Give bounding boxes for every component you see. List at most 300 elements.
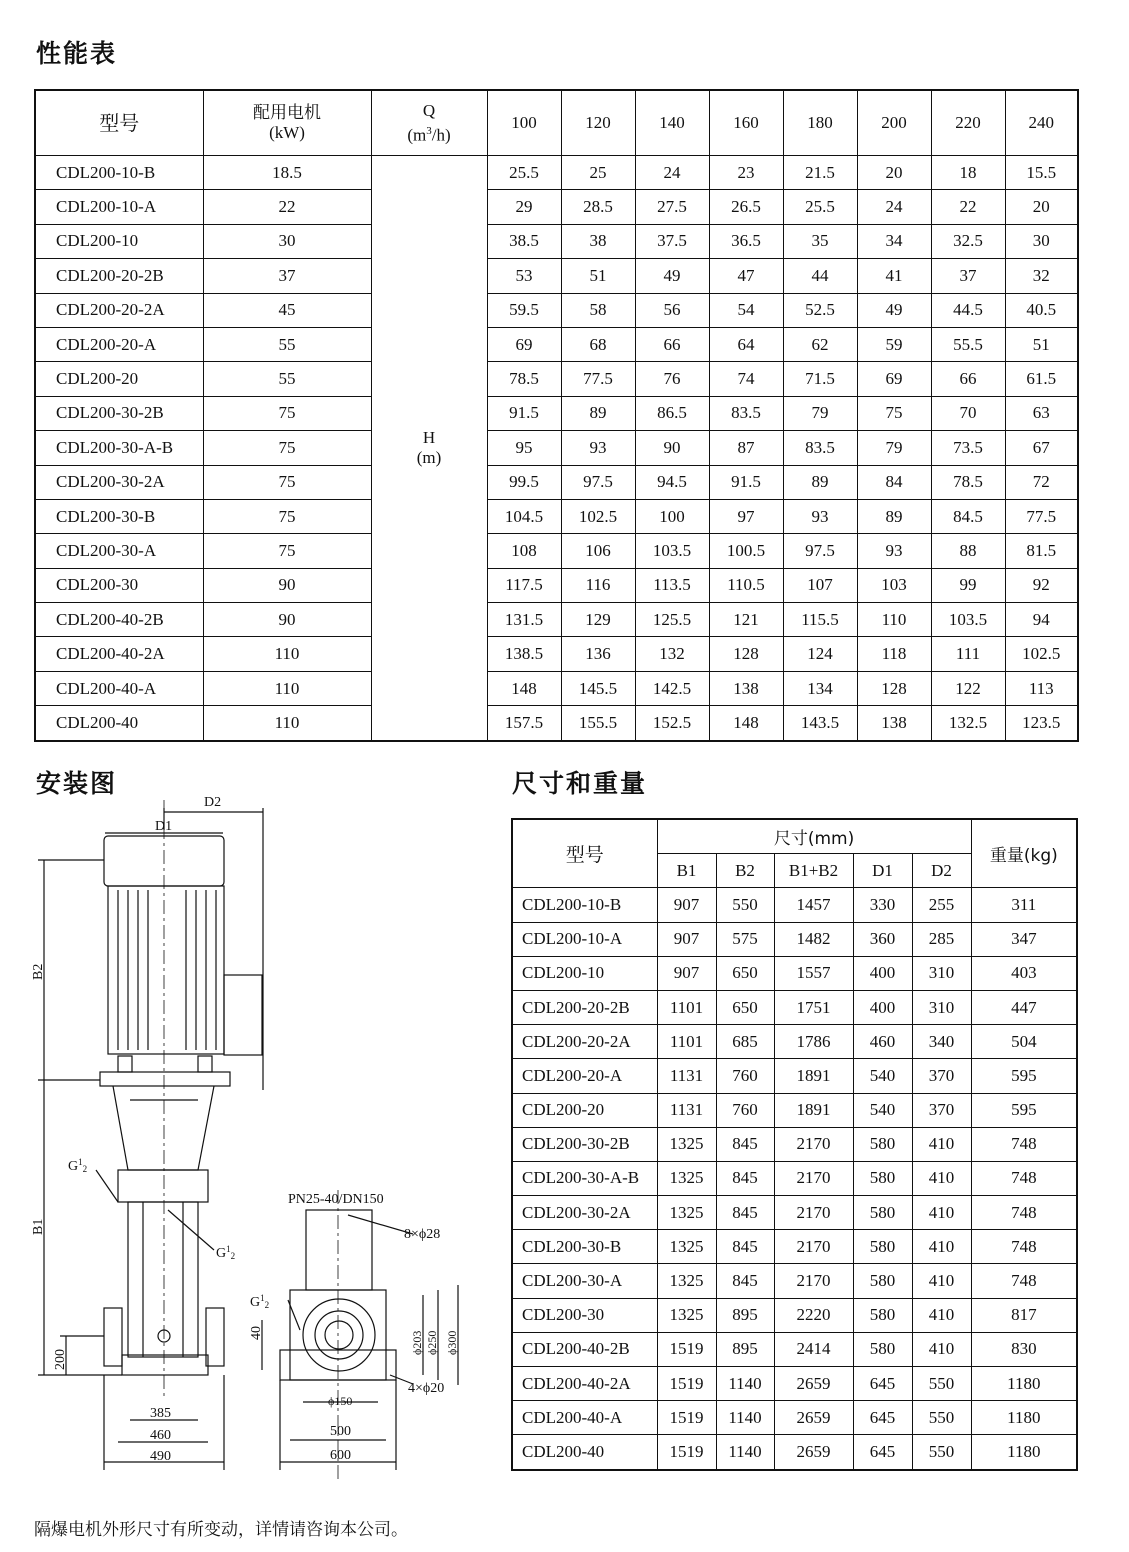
head-value-cell: 37.5 bbox=[635, 224, 709, 258]
weight-cell: 403 bbox=[971, 956, 1077, 990]
kw-cell: 75 bbox=[203, 534, 371, 568]
dimension-cell: 360 bbox=[853, 922, 912, 956]
head-value-cell: 38 bbox=[561, 224, 635, 258]
dimension-cell: 1325 bbox=[657, 1230, 716, 1264]
head-value-cell: 79 bbox=[857, 431, 931, 465]
head-value-cell: 44 bbox=[783, 259, 857, 293]
head-value-cell: 40.5 bbox=[1005, 293, 1078, 327]
head-value-cell: 78.5 bbox=[487, 362, 561, 396]
model-cell: CDL200-30-A-B bbox=[35, 431, 203, 465]
head-value-cell: 92 bbox=[1005, 568, 1078, 602]
head-value-cell: 145.5 bbox=[561, 671, 635, 705]
head-value-cell: 136 bbox=[561, 637, 635, 671]
dimension-cell: 1457 bbox=[774, 888, 853, 922]
head-value-cell: 131.5 bbox=[487, 603, 561, 637]
head-value-cell: 74 bbox=[709, 362, 783, 396]
table-row bbox=[512, 990, 1077, 1024]
model-cell: CDL200-30-2A bbox=[512, 1196, 657, 1230]
model-cell: CDL200-30-2B bbox=[512, 1127, 657, 1161]
d1-col-header: D1 bbox=[853, 854, 912, 888]
model-cell: CDL200-20-2A bbox=[35, 293, 203, 327]
model-cell: CDL200-20-A bbox=[35, 327, 203, 361]
weight-cell: 1180 bbox=[971, 1435, 1077, 1470]
head-value-cell: 21.5 bbox=[783, 156, 857, 190]
model-cell: CDL200-40-A bbox=[512, 1401, 657, 1435]
dimension-cell: 1101 bbox=[657, 1025, 716, 1059]
head-value-cell: 104.5 bbox=[487, 499, 561, 533]
table-row bbox=[35, 431, 1078, 465]
head-value-cell: 35 bbox=[783, 224, 857, 258]
flow-col-header: 100 bbox=[487, 90, 561, 156]
table-row bbox=[512, 1161, 1077, 1195]
pump-head bbox=[118, 1170, 208, 1202]
weight-cell: 748 bbox=[971, 1230, 1077, 1264]
weight-cell: 830 bbox=[971, 1332, 1077, 1366]
head-value-cell: 89 bbox=[561, 396, 635, 430]
model-cell: CDL200-30-A bbox=[512, 1264, 657, 1298]
table-row bbox=[512, 1127, 1077, 1161]
b2-col-header: B2 bbox=[716, 854, 774, 888]
dimensions-title: 尺寸和重量 bbox=[512, 769, 648, 798]
head-value-cell: 106 bbox=[561, 534, 635, 568]
head-value-cell: 77.5 bbox=[561, 362, 635, 396]
dim-model-header: 型号 bbox=[512, 819, 657, 888]
table-row bbox=[512, 1264, 1077, 1298]
b2-label: B2 bbox=[31, 963, 46, 980]
head-value-cell: 29 bbox=[487, 190, 561, 224]
dimension-cell: 645 bbox=[853, 1401, 912, 1435]
head-value-cell: 41 bbox=[857, 259, 931, 293]
dimension-cell: 2414 bbox=[774, 1332, 853, 1366]
head-value-cell: 18 bbox=[931, 156, 1005, 190]
model-cell: CDL200-10 bbox=[512, 956, 657, 990]
model-cell: CDL200-20 bbox=[512, 1093, 657, 1127]
head-value-cell: 117.5 bbox=[487, 568, 561, 602]
table-row bbox=[512, 1025, 1077, 1059]
flow-col-header: 140 bbox=[635, 90, 709, 156]
terminal-box bbox=[224, 975, 262, 1055]
flow-col-header: 240 bbox=[1005, 90, 1078, 156]
head-value-cell: 113 bbox=[1005, 671, 1078, 705]
head-value-cell: 66 bbox=[931, 362, 1005, 396]
head-value-cell: 93 bbox=[561, 431, 635, 465]
dimension-cell: 410 bbox=[912, 1161, 971, 1195]
table-row bbox=[35, 327, 1078, 361]
table-row bbox=[35, 224, 1078, 258]
bolt-base-label: 4×ϕ20 bbox=[408, 1381, 445, 1396]
dimension-cell: 410 bbox=[912, 1196, 971, 1230]
kw-cell: 45 bbox=[203, 293, 371, 327]
head-value-cell: 103 bbox=[857, 568, 931, 602]
table-row bbox=[35, 293, 1078, 327]
model-cell: CDL200-30 bbox=[512, 1298, 657, 1332]
dimension-cell: 550 bbox=[912, 1367, 971, 1401]
kw-cell: 18.5 bbox=[203, 156, 371, 190]
weight-header: 重量(kg) bbox=[971, 819, 1077, 888]
model-cell: CDL200-10 bbox=[35, 224, 203, 258]
dimension-cell: 580 bbox=[853, 1230, 912, 1264]
head-value-cell: 69 bbox=[487, 327, 561, 361]
dimension-cell: 1751 bbox=[774, 990, 853, 1024]
head-value-cell: 100.5 bbox=[709, 534, 783, 568]
head-value-cell: 91.5 bbox=[487, 396, 561, 430]
table-row bbox=[512, 1401, 1077, 1435]
flow-header bbox=[371, 90, 487, 156]
dimension-cell: 2659 bbox=[774, 1435, 853, 1470]
head-value-cell: 148 bbox=[709, 706, 783, 741]
kw-cell: 22 bbox=[203, 190, 371, 224]
model-cell: CDL200-30 bbox=[35, 568, 203, 602]
g-label-side: $G^1_2$ bbox=[250, 1293, 270, 1310]
dimension-cell: 410 bbox=[912, 1127, 971, 1161]
head-value-cell: 22 bbox=[931, 190, 1005, 224]
head-value-cell: 49 bbox=[857, 293, 931, 327]
dimension-cell: 580 bbox=[853, 1127, 912, 1161]
table-row bbox=[35, 637, 1078, 671]
model-cell: CDL200-40-2A bbox=[512, 1367, 657, 1401]
dimension-cell: 410 bbox=[912, 1264, 971, 1298]
head-value-cell: 81.5 bbox=[1005, 534, 1078, 568]
footnote: 隔爆电机外形尺寸有所变动，详情请咨询本公司。 bbox=[34, 1520, 408, 1540]
head-value-cell: 75 bbox=[857, 396, 931, 430]
discharge-flange bbox=[206, 1308, 224, 1366]
head-value-cell: 47 bbox=[709, 259, 783, 293]
head-value-cell: 87 bbox=[709, 431, 783, 465]
head-value-cell: 69 bbox=[857, 362, 931, 396]
table-row bbox=[35, 156, 1078, 190]
weight-cell: 311 bbox=[971, 888, 1077, 922]
dimension-cell: 575 bbox=[716, 922, 774, 956]
phi300-label: ϕ300 bbox=[445, 1330, 459, 1355]
weight-cell: 1180 bbox=[971, 1401, 1077, 1435]
dimension-cell: 370 bbox=[912, 1059, 971, 1093]
dimension-cell: 907 bbox=[657, 956, 716, 990]
table-row bbox=[512, 1332, 1077, 1366]
dimension-cell: 2659 bbox=[774, 1401, 853, 1435]
dimension-cell: 540 bbox=[853, 1059, 912, 1093]
head-value-cell: 125.5 bbox=[635, 603, 709, 637]
head-value-cell: 25.5 bbox=[783, 190, 857, 224]
side-pipe bbox=[306, 1210, 372, 1290]
flow-col-header: 120 bbox=[561, 90, 635, 156]
g-leader-right bbox=[168, 1210, 214, 1250]
dim-490-label: 490 bbox=[150, 1449, 171, 1464]
head-value-cell: 30 bbox=[1005, 224, 1078, 258]
head-value-cell: 122 bbox=[931, 671, 1005, 705]
head-value-cell: 97.5 bbox=[561, 465, 635, 499]
dim-40-label: 40 bbox=[249, 1326, 264, 1340]
kw-cell: 37 bbox=[203, 259, 371, 293]
head-value-cell: 128 bbox=[857, 671, 931, 705]
model-cell: CDL200-40 bbox=[35, 706, 203, 741]
head-value-cell: 138 bbox=[857, 706, 931, 741]
head-value-cell: 27.5 bbox=[635, 190, 709, 224]
phi203-label: ϕ203 bbox=[410, 1330, 424, 1355]
suction-flange bbox=[104, 1308, 122, 1366]
head-value-cell: 157.5 bbox=[487, 706, 561, 741]
weight-cell: 595 bbox=[971, 1059, 1077, 1093]
model-cell: CDL200-20-A bbox=[512, 1059, 657, 1093]
head-value-cell: 138.5 bbox=[487, 637, 561, 671]
kw-cell: 30 bbox=[203, 224, 371, 258]
table-row bbox=[35, 568, 1078, 602]
dimension-cell: 410 bbox=[912, 1332, 971, 1366]
g-leader-left bbox=[96, 1170, 118, 1202]
head-value-cell: 58 bbox=[561, 293, 635, 327]
weight-cell: 1180 bbox=[971, 1367, 1077, 1401]
model-cell: CDL200-40-2A bbox=[35, 637, 203, 671]
head-value-cell: 52.5 bbox=[783, 293, 857, 327]
head-value-cell: 72 bbox=[1005, 465, 1078, 499]
head-value-cell: 20 bbox=[857, 156, 931, 190]
head-value-cell: 142.5 bbox=[635, 671, 709, 705]
weight-cell: 748 bbox=[971, 1161, 1077, 1195]
installation-diagram bbox=[18, 790, 488, 1480]
dimension-cell: 1101 bbox=[657, 990, 716, 1024]
dimension-cell: 1140 bbox=[716, 1435, 774, 1470]
head-label: H bbox=[422, 427, 436, 447]
head-value-cell: 73.5 bbox=[931, 431, 1005, 465]
dimension-cell: 340 bbox=[912, 1025, 971, 1059]
head-value-cell: 124 bbox=[783, 637, 857, 671]
table-row bbox=[35, 671, 1078, 705]
table-row bbox=[512, 956, 1077, 990]
dimension-cell: 650 bbox=[716, 956, 774, 990]
side-flange-inner bbox=[315, 1311, 363, 1359]
model-cell: CDL200-20-2A bbox=[512, 1025, 657, 1059]
motor-header-unit: (kW) bbox=[269, 123, 305, 142]
dimensions-header-row bbox=[512, 819, 1077, 854]
weight-cell: 347 bbox=[971, 922, 1077, 956]
table-row bbox=[512, 1298, 1077, 1332]
model-cell: CDL200-40 bbox=[512, 1435, 657, 1470]
kw-cell: 110 bbox=[203, 706, 371, 741]
head-value-cell: 115.5 bbox=[783, 603, 857, 637]
head-value-cell: 155.5 bbox=[561, 706, 635, 741]
pump-barrel bbox=[128, 1202, 198, 1357]
head-value-cell: 59.5 bbox=[487, 293, 561, 327]
flow-col-header: 220 bbox=[931, 90, 1005, 156]
head-value-cell: 138 bbox=[709, 671, 783, 705]
head-unit: (m) bbox=[416, 447, 442, 467]
dimension-cell: 550 bbox=[912, 1401, 971, 1435]
table-row bbox=[35, 603, 1078, 637]
table-row bbox=[512, 1230, 1077, 1264]
flow-unit-part: /h) bbox=[431, 125, 451, 145]
model-cell: CDL200-20-2B bbox=[512, 990, 657, 1024]
dimension-cell: 1131 bbox=[657, 1093, 716, 1127]
performance-header-row bbox=[35, 90, 1078, 156]
motor-header bbox=[203, 90, 371, 156]
head-value-cell: 102.5 bbox=[1005, 637, 1078, 671]
head-value-cell: 121 bbox=[709, 603, 783, 637]
head-value-cell: 89 bbox=[783, 465, 857, 499]
dimension-cell: 2659 bbox=[774, 1367, 853, 1401]
weight-cell: 504 bbox=[971, 1025, 1077, 1059]
dimension-cell: 2220 bbox=[774, 1298, 853, 1332]
dimension-cell: 410 bbox=[912, 1298, 971, 1332]
head-value-cell: 38.5 bbox=[487, 224, 561, 258]
head-value-cell: 51 bbox=[561, 259, 635, 293]
g-label-left: $G^1_2$ bbox=[68, 1157, 88, 1174]
head-value-cell: 123.5 bbox=[1005, 706, 1078, 741]
table-row bbox=[35, 362, 1078, 396]
model-cell: CDL200-10-B bbox=[35, 156, 203, 190]
flow-header-unit bbox=[372, 121, 487, 146]
dimension-cell: 1325 bbox=[657, 1264, 716, 1298]
weight-cell: 748 bbox=[971, 1127, 1077, 1161]
model-cell: CDL200-30-B bbox=[512, 1230, 657, 1264]
dimension-cell: 2170 bbox=[774, 1196, 853, 1230]
motor-body bbox=[108, 886, 224, 1054]
head-value-cell: 93 bbox=[857, 534, 931, 568]
head-value-cell: 51 bbox=[1005, 327, 1078, 361]
dimension-cell: 1891 bbox=[774, 1059, 853, 1093]
head-value-cell: 66 bbox=[635, 327, 709, 361]
head-value-cell: 129 bbox=[561, 603, 635, 637]
kw-cell: 75 bbox=[203, 431, 371, 465]
head-value-cell: 118 bbox=[857, 637, 931, 671]
flow-col-header: 180 bbox=[783, 90, 857, 156]
head-value-cell: 24 bbox=[857, 190, 931, 224]
dim-500-label: 500 bbox=[330, 1424, 351, 1439]
dimension-cell: 310 bbox=[912, 956, 971, 990]
head-value-cell: 61.5 bbox=[1005, 362, 1078, 396]
table-row bbox=[512, 922, 1077, 956]
flow-unit-sup: 3 bbox=[426, 124, 432, 137]
head-value-cell: 55.5 bbox=[931, 327, 1005, 361]
dimension-cell: 845 bbox=[716, 1264, 774, 1298]
side-flange-outer bbox=[303, 1299, 375, 1371]
head-value-cell: 24 bbox=[635, 156, 709, 190]
dimension-cell: 845 bbox=[716, 1230, 774, 1264]
dimension-cell: 580 bbox=[853, 1196, 912, 1230]
d2-col-header: D2 bbox=[912, 854, 971, 888]
model-cell: CDL200-10-A bbox=[35, 190, 203, 224]
installation-title: 安装图 bbox=[36, 769, 118, 798]
head-value-cell: 70 bbox=[931, 396, 1005, 430]
head-value-cell: 78.5 bbox=[931, 465, 1005, 499]
dimension-cell: 550 bbox=[912, 1435, 971, 1470]
table-row bbox=[35, 534, 1078, 568]
head-value-cell: 116 bbox=[561, 568, 635, 602]
dimension-cell: 907 bbox=[657, 922, 716, 956]
head-value-cell: 53 bbox=[487, 259, 561, 293]
b1-label: B1 bbox=[31, 1218, 46, 1235]
kw-cell: 75 bbox=[203, 396, 371, 430]
weight-cell: 748 bbox=[971, 1196, 1077, 1230]
table-row bbox=[35, 396, 1078, 430]
dimension-cell: 1786 bbox=[774, 1025, 853, 1059]
dimension-cell: 895 bbox=[716, 1332, 774, 1366]
head-value-cell: 99 bbox=[931, 568, 1005, 602]
dimension-cell: 550 bbox=[716, 888, 774, 922]
table-row bbox=[512, 1059, 1077, 1093]
table-row bbox=[35, 499, 1078, 533]
dimension-cell: 645 bbox=[853, 1367, 912, 1401]
table-row bbox=[35, 465, 1078, 499]
weight-cell: 817 bbox=[971, 1298, 1077, 1332]
head-value-cell: 63 bbox=[1005, 396, 1078, 430]
dimension-cell: 845 bbox=[716, 1196, 774, 1230]
weight-cell: 748 bbox=[971, 1264, 1077, 1298]
model-cell: CDL200-10-A bbox=[512, 922, 657, 956]
model-cell: CDL200-40-A bbox=[35, 671, 203, 705]
head-value-cell: 93 bbox=[783, 499, 857, 533]
head-value-cell: 97 bbox=[709, 499, 783, 533]
dimension-cell: 1325 bbox=[657, 1127, 716, 1161]
dimension-cell: 540 bbox=[853, 1093, 912, 1127]
motor-header-label: 配用电机 bbox=[253, 103, 321, 123]
table-row bbox=[35, 190, 1078, 224]
motor-flange bbox=[100, 1072, 230, 1086]
head-value-cell: 59 bbox=[857, 327, 931, 361]
dimension-cell: 410 bbox=[912, 1230, 971, 1264]
head-value-cell: 77.5 bbox=[1005, 499, 1078, 533]
head-value-cell: 103.5 bbox=[635, 534, 709, 568]
dimension-cell: 310 bbox=[912, 990, 971, 1024]
head-value-cell: 64 bbox=[709, 327, 783, 361]
performance-title: 性能表 bbox=[36, 39, 118, 68]
kw-cell: 110 bbox=[203, 637, 371, 671]
dimension-cell: 330 bbox=[853, 888, 912, 922]
kw-cell: 90 bbox=[203, 568, 371, 602]
dimension-cell: 845 bbox=[716, 1161, 774, 1195]
model-cell: CDL200-30-2B bbox=[35, 396, 203, 430]
dimension-cell: 1325 bbox=[657, 1196, 716, 1230]
table-row bbox=[512, 1367, 1077, 1401]
dim-600-label: 600 bbox=[330, 1448, 351, 1463]
head-value-cell: 97.5 bbox=[783, 534, 857, 568]
dimension-cell: 645 bbox=[853, 1435, 912, 1470]
table-row bbox=[512, 1435, 1077, 1470]
head-value-cell: 32 bbox=[1005, 259, 1078, 293]
bracket bbox=[113, 1086, 214, 1170]
kw-cell: 110 bbox=[203, 671, 371, 705]
dimension-cell: 760 bbox=[716, 1059, 774, 1093]
d1-label: D1 bbox=[155, 819, 173, 834]
dimension-cell: 580 bbox=[853, 1332, 912, 1366]
dimension-cell: 2170 bbox=[774, 1264, 853, 1298]
head-value-cell: 143.5 bbox=[783, 706, 857, 741]
head-value-cell: 111 bbox=[931, 637, 1005, 671]
head-value-cell: 95 bbox=[487, 431, 561, 465]
b1b2-col-header: B1+B2 bbox=[774, 854, 853, 888]
flange-spec-label: PN25-40/DN150 bbox=[288, 1192, 384, 1207]
head-value-cell: 132.5 bbox=[931, 706, 1005, 741]
head-value-cell: 54 bbox=[709, 293, 783, 327]
g-label-right: $G^1_2$ bbox=[216, 1244, 236, 1261]
dimension-cell: 1482 bbox=[774, 922, 853, 956]
dimension-cell: 460 bbox=[853, 1025, 912, 1059]
head-value-cell: 23 bbox=[709, 156, 783, 190]
head-value-cell: 94 bbox=[1005, 603, 1078, 637]
dimension-cell: 400 bbox=[853, 990, 912, 1024]
head-value-cell: 15.5 bbox=[1005, 156, 1078, 190]
dimension-cell: 1891 bbox=[774, 1093, 853, 1127]
model-cell: CDL200-30-A-B bbox=[512, 1161, 657, 1195]
dimension-cell: 580 bbox=[853, 1161, 912, 1195]
head-value-cell: 110 bbox=[857, 603, 931, 637]
head-value-cell: 90 bbox=[635, 431, 709, 465]
head-value-cell: 134 bbox=[783, 671, 857, 705]
head-value-cell: 49 bbox=[635, 259, 709, 293]
bolt-top-label: 8×ϕ28 bbox=[404, 1227, 441, 1242]
dimension-cell: 2170 bbox=[774, 1161, 853, 1195]
d2-label: D2 bbox=[204, 795, 222, 810]
head-value-cell: 56 bbox=[635, 293, 709, 327]
head-value-cell: 20 bbox=[1005, 190, 1078, 224]
